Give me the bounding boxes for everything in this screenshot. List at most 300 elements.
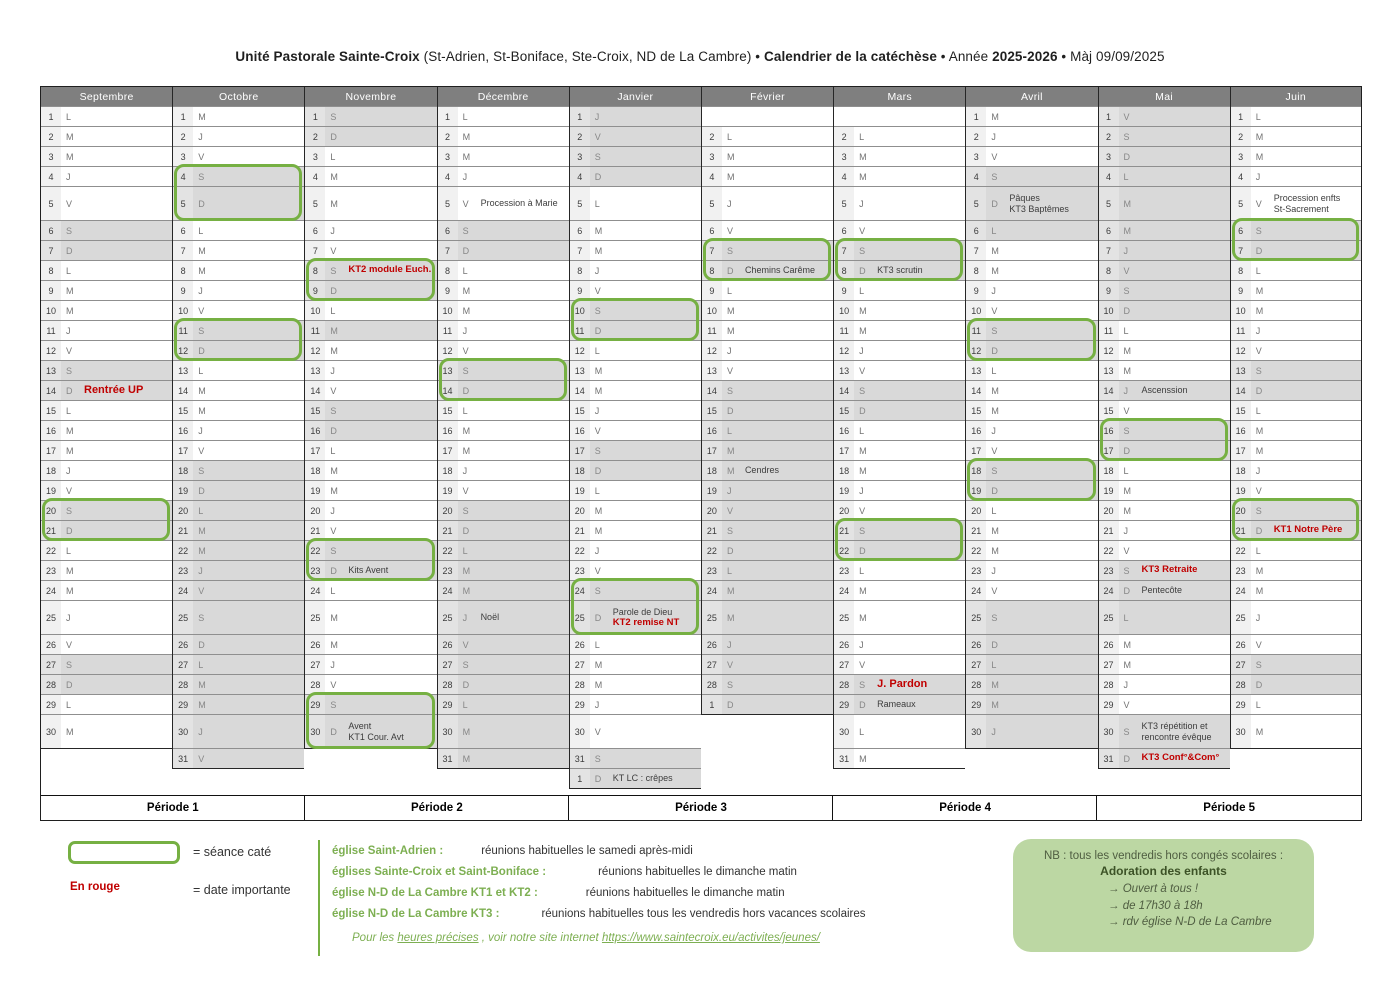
weekday-letter: M	[66, 445, 74, 456]
day-cell	[305, 146, 436, 166]
day-cell	[570, 460, 701, 480]
day-number: 23	[305, 561, 325, 580]
weekday-letter: M	[726, 465, 735, 476]
day-number: 10	[173, 301, 193, 320]
weekday-letter: M	[726, 585, 735, 596]
weekday-letter: J	[66, 465, 71, 476]
day-cell	[41, 694, 172, 714]
day-number: 16	[702, 421, 722, 440]
day-note-line: KT3 Baptêmes	[1009, 203, 1069, 214]
weekday-letter: V	[726, 659, 733, 670]
day-number: 14	[438, 381, 458, 400]
day-number: 2	[966, 127, 986, 146]
day-number: 16	[41, 421, 61, 440]
day-number: 20	[702, 501, 722, 520]
day-cell	[1099, 654, 1230, 674]
weekday-letter: M	[198, 405, 206, 416]
important-legend-label: = date importante	[193, 883, 291, 897]
weekday-letter: J	[594, 545, 600, 556]
day-number: 11	[834, 321, 854, 340]
day-number: 15	[570, 401, 590, 420]
weekday-letter: D	[330, 726, 337, 737]
weekday-letter: S	[1255, 659, 1262, 670]
weekday-letter: D	[1255, 385, 1263, 396]
day-number: 3	[834, 147, 854, 166]
day-number: 16	[1231, 421, 1251, 440]
weekday-letter: J	[726, 639, 732, 650]
day-number: 13	[702, 361, 722, 380]
weekday-letter: M	[594, 525, 603, 536]
weekday-letter: S	[1255, 225, 1262, 236]
day-number: 3	[438, 147, 458, 166]
day-number: 22	[173, 541, 193, 560]
day-cell	[702, 460, 833, 480]
weekday-letter: M	[991, 679, 999, 690]
church-schedule-text: réunions habituelles tous les vendredis hors vacances scolaires	[541, 907, 866, 920]
weekday-letter: V	[859, 365, 866, 376]
day-number: 24	[834, 581, 854, 600]
weekday-letter: S	[1255, 505, 1262, 516]
day-number: 27	[1099, 655, 1119, 674]
day-cell	[966, 674, 1097, 694]
day-cell	[834, 166, 965, 186]
month-column-mai	[1098, 86, 1230, 769]
day-cell	[966, 186, 1097, 220]
weekday-letter: V	[859, 659, 866, 670]
day-cell	[570, 768, 701, 788]
weekday-letter: S	[198, 325, 205, 336]
day-number: 19	[173, 481, 193, 500]
weekday-letter: M	[1123, 198, 1131, 209]
day-number: 13	[570, 361, 590, 380]
day-cell	[702, 146, 833, 166]
day-cell	[438, 600, 569, 634]
weekday-letter: M	[726, 151, 735, 162]
day-number: 27	[305, 655, 325, 674]
day-cell	[702, 500, 833, 520]
day-cell	[570, 126, 701, 146]
day-cell	[438, 240, 569, 260]
day-number: 3	[41, 147, 61, 166]
day-note-line: Pâques	[1009, 193, 1040, 203]
weekday-letter: M	[1123, 659, 1131, 670]
weekday-letter: M	[726, 325, 735, 336]
day-number: 15	[834, 401, 854, 420]
weekday-letter: V	[462, 639, 469, 650]
day-note-line: KT3 Retraite	[1141, 565, 1198, 576]
weekday-letter: J	[66, 171, 71, 182]
day-number: 7	[1099, 241, 1119, 260]
church-line	[332, 861, 866, 882]
day-cell	[1099, 320, 1230, 340]
weekday-letter: S	[462, 365, 469, 376]
day-number: 9	[702, 281, 722, 300]
weekday-letter: V	[462, 485, 469, 496]
day-number: 10	[570, 301, 590, 320]
weekday-letter: L	[1123, 171, 1129, 182]
day-number: 5	[1231, 187, 1251, 220]
weekday-letter: S	[859, 245, 866, 256]
day-cell	[702, 166, 833, 186]
title-segment: • Année	[936, 49, 993, 64]
day-number: 14	[305, 381, 325, 400]
day-number: 28	[702, 675, 722, 694]
weekday-letter: M	[198, 545, 206, 556]
month-header-septembre: Septembre	[41, 87, 172, 106]
weekday-letter: M	[594, 679, 603, 690]
day-number: 30	[173, 715, 193, 748]
day-cell	[305, 480, 436, 500]
weekday-letter: M	[859, 612, 867, 623]
day-cell	[966, 580, 1097, 600]
weekday-letter: D	[330, 131, 337, 142]
day-number: 8	[1099, 261, 1119, 280]
day-cell	[41, 360, 172, 380]
day-cell	[305, 420, 436, 440]
day-cell	[438, 714, 569, 748]
day-number: 9	[1231, 281, 1251, 300]
day-note-line: Ascenssion	[1141, 385, 1188, 396]
weekday-letter: V	[726, 365, 733, 376]
day-cell	[1099, 540, 1230, 560]
day-cell	[702, 540, 833, 560]
weekday-letter: M	[1123, 345, 1131, 356]
weekday-letter: S	[66, 365, 73, 376]
day-cell	[305, 634, 436, 654]
day-number: 28	[966, 675, 986, 694]
weekday-letter: J	[991, 565, 996, 576]
nb-arrow-line: → de 17h30 à 18h	[1108, 899, 1203, 912]
day-number: 3	[966, 147, 986, 166]
day-cell	[305, 694, 436, 714]
day-number: 29	[834, 695, 854, 714]
weekday-letter: S	[330, 545, 337, 556]
day-number: 9	[834, 281, 854, 300]
day-cell	[1231, 280, 1361, 300]
day-number: 6	[966, 221, 986, 240]
weekday-letter: L	[859, 726, 865, 737]
day-number: 25	[570, 601, 590, 634]
weekday-letter: M	[330, 485, 338, 496]
day-cell	[1231, 220, 1361, 240]
title-segment: 2025-2026	[992, 49, 1058, 64]
day-cell	[702, 340, 833, 360]
day-cell	[41, 460, 172, 480]
day-cell	[834, 300, 965, 320]
periods-row	[40, 795, 1362, 821]
weekday-letter: M	[1123, 485, 1131, 496]
calendar-grid	[40, 86, 1362, 789]
day-number: 22	[438, 541, 458, 560]
weekday-letter: J	[991, 726, 996, 737]
day-cell	[966, 600, 1097, 634]
weekday-letter: M	[991, 405, 999, 416]
weekday-letter: M	[726, 612, 735, 623]
day-number: 23	[438, 561, 458, 580]
day-cell	[834, 126, 965, 146]
day-number: 21	[1231, 521, 1251, 540]
day-cell	[1099, 240, 1230, 260]
day-cell	[41, 400, 172, 420]
day-number: 25	[41, 601, 61, 634]
day-cell	[173, 340, 304, 360]
weekday-letter: L	[330, 445, 336, 456]
month-header-janvier: Janvier	[570, 87, 701, 106]
day-cell	[1231, 694, 1361, 714]
day-number: 18	[1231, 461, 1251, 480]
day-cell	[305, 186, 436, 220]
day-number: 11	[173, 321, 193, 340]
weekday-letter: D	[991, 345, 998, 356]
day-note	[742, 265, 833, 276]
day-number: 28	[41, 675, 61, 694]
day-cell	[1099, 674, 1230, 694]
day-cell	[1231, 186, 1361, 220]
day-number: 14	[570, 381, 590, 400]
day-cell	[1231, 380, 1361, 400]
weekday-letter: M	[1255, 565, 1264, 576]
weekday-letter: S	[66, 505, 73, 516]
day-cell	[173, 520, 304, 540]
day-cell	[305, 166, 436, 186]
day-number: 14	[41, 381, 61, 400]
day-cell	[1099, 340, 1230, 360]
weekday-letter: D	[462, 385, 470, 396]
month-header-juin: Juin	[1231, 87, 1361, 106]
day-number: 12	[702, 341, 722, 360]
weekday-letter: M	[462, 305, 471, 316]
day-number: 15	[1231, 401, 1251, 420]
day-number: 12	[1231, 341, 1251, 360]
day-number: 6	[1099, 221, 1119, 240]
day-note-line: KT3 scrutin	[877, 265, 923, 276]
month-header-novembre: Novembre	[305, 87, 436, 106]
day-cell	[702, 280, 833, 300]
day-number: 14	[1231, 381, 1251, 400]
day-number: 18	[41, 461, 61, 480]
month-header-decembre: Décembre	[438, 87, 569, 106]
day-cell	[966, 320, 1097, 340]
day-note-line: KT3 répétition et	[1141, 721, 1208, 731]
day-cell	[173, 146, 304, 166]
day-number: 16	[305, 421, 325, 440]
day-number: 21	[41, 521, 61, 540]
weekday-letter: L	[462, 405, 468, 416]
day-cell	[1099, 400, 1230, 420]
day-number: 25	[305, 601, 325, 634]
day-number: 1	[1099, 107, 1119, 126]
day-cell	[1099, 600, 1230, 634]
day-number: 2	[1231, 127, 1251, 146]
day-note-line: St-Sacrement	[1273, 203, 1329, 214]
weekday-letter: D	[594, 325, 602, 336]
month-column-decembre	[437, 86, 569, 769]
day-number: 30	[305, 715, 325, 748]
day-cell	[41, 634, 172, 654]
weekday-letter: J	[594, 699, 600, 710]
day-cell	[173, 694, 304, 714]
day-cell	[1231, 320, 1361, 340]
period-label-2: Période 2	[304, 795, 570, 821]
day-number: 8	[702, 261, 722, 280]
day-cell	[966, 240, 1097, 260]
day-cell	[966, 380, 1097, 400]
day-number: 29	[570, 695, 590, 714]
weekday-letter: M	[462, 445, 471, 456]
day-cell	[1099, 500, 1230, 520]
site-link[interactable]: https://www.saintecroix.eu/activites/jeunes/	[601, 932, 820, 944]
weekday-letter: M	[1255, 445, 1264, 456]
day-cell	[438, 220, 569, 240]
day-cell	[702, 440, 833, 460]
day-number: 23	[570, 561, 590, 580]
day-cell	[1231, 360, 1361, 380]
day-cell	[834, 714, 965, 748]
weekday-letter: L	[66, 545, 72, 556]
weekday-letter: M	[330, 612, 338, 623]
weekday-letter: M	[594, 385, 603, 396]
day-number: 14	[173, 381, 193, 400]
weekday-letter: M	[991, 245, 999, 256]
day-cell	[966, 694, 1097, 714]
day-number: 22	[702, 541, 722, 560]
day-note	[1139, 385, 1230, 396]
day-number: 31	[570, 749, 590, 768]
day-number: 14	[702, 381, 722, 400]
day-number: 24	[438, 581, 458, 600]
day-number: 29	[1231, 695, 1251, 714]
day-cell	[702, 674, 833, 694]
weekday-letter: J	[991, 285, 996, 296]
day-cell	[1231, 540, 1361, 560]
day-cell	[305, 540, 436, 560]
day-note	[478, 198, 569, 209]
day-cell	[570, 240, 701, 260]
day-number: 12	[438, 341, 458, 360]
day-number: 13	[438, 361, 458, 380]
weekday-letter: D	[66, 525, 73, 536]
day-cell	[1099, 694, 1230, 714]
weekday-letter: L	[859, 565, 865, 576]
weekday-letter: M	[594, 245, 603, 256]
day-number: 7	[570, 241, 590, 260]
weekday-letter: J	[330, 659, 335, 670]
weekday-letter: M	[859, 585, 867, 596]
day-cell	[966, 520, 1097, 540]
day-cell	[966, 340, 1097, 360]
day-number: 21	[834, 521, 854, 540]
day-cell	[966, 400, 1097, 420]
day-cell	[41, 260, 172, 280]
day-number: 4	[438, 167, 458, 186]
weekday-letter: D	[66, 679, 73, 690]
day-number: 18	[305, 461, 325, 480]
day-cell	[41, 146, 172, 166]
day-number: 1	[41, 107, 61, 126]
weekday-letter: S	[991, 465, 998, 476]
site-info-line	[352, 932, 820, 944]
day-note-line: Rentrée UP	[84, 385, 144, 396]
weekday-letter: M	[462, 285, 471, 296]
weekday-letter: M	[330, 465, 338, 476]
site-text-segment: , voir notre site internet	[478, 932, 602, 944]
weekday-letter: D	[859, 405, 866, 416]
day-cell	[305, 380, 436, 400]
day-cell	[173, 440, 304, 460]
day-number: 2	[305, 127, 325, 146]
weekday-letter: S	[726, 679, 733, 690]
day-number: 30	[41, 715, 61, 748]
day-cell	[702, 400, 833, 420]
day-number: 21	[570, 521, 590, 540]
day-number: 17	[41, 441, 61, 460]
day-cell	[570, 320, 701, 340]
day-cell	[173, 654, 304, 674]
day-cell	[41, 240, 172, 260]
day-cell	[438, 500, 569, 520]
site-text-segment: Pour les	[352, 932, 398, 944]
day-cell	[702, 186, 833, 220]
day-cell	[305, 126, 436, 146]
day-cell	[41, 380, 172, 400]
weekday-letter: D	[462, 525, 470, 536]
day-cell	[173, 714, 304, 748]
day-cell	[1231, 714, 1361, 748]
day-number: 25	[702, 601, 722, 634]
day-number: 10	[41, 301, 61, 320]
day-cell	[1231, 420, 1361, 440]
day-cell	[1231, 674, 1361, 694]
weekday-letter: M	[991, 265, 999, 276]
day-cell	[702, 694, 833, 714]
day-note	[1139, 753, 1230, 764]
legend-divider	[318, 840, 320, 956]
day-cell	[1099, 166, 1230, 186]
day-note-line: KT LC : crêpes	[612, 773, 673, 784]
weekday-letter: M	[66, 285, 74, 296]
red-legend-word: En rouge	[70, 881, 120, 893]
weekday-letter: S	[726, 385, 733, 396]
weekday-letter: M	[330, 171, 338, 182]
day-note	[874, 265, 965, 276]
day-cell	[834, 654, 965, 674]
day-cell	[438, 400, 569, 420]
day-cell	[570, 360, 701, 380]
day-note	[345, 721, 436, 742]
day-number: 11	[702, 321, 722, 340]
weekday-letter: L	[66, 699, 72, 710]
day-number: 5	[305, 187, 325, 220]
day-cell	[173, 280, 304, 300]
day-cell	[305, 340, 436, 360]
day-number: 1	[702, 695, 722, 714]
day-cell	[966, 420, 1097, 440]
day-cell	[438, 360, 569, 380]
month-column-septembre	[40, 86, 172, 749]
day-number: 18	[570, 461, 590, 480]
weekday-letter: J	[198, 131, 203, 142]
weekday-letter: L	[594, 198, 600, 209]
weekday-letter: M	[1123, 639, 1131, 650]
weekday-letter: M	[726, 445, 735, 456]
day-cell	[702, 480, 833, 500]
day-cell	[570, 540, 701, 560]
day-number: 13	[1231, 361, 1251, 380]
day-note-line: Kits Avent	[348, 565, 389, 576]
day-number: 4	[834, 167, 854, 186]
day-number: 30	[438, 715, 458, 748]
day-note-line: Noël	[480, 612, 500, 623]
